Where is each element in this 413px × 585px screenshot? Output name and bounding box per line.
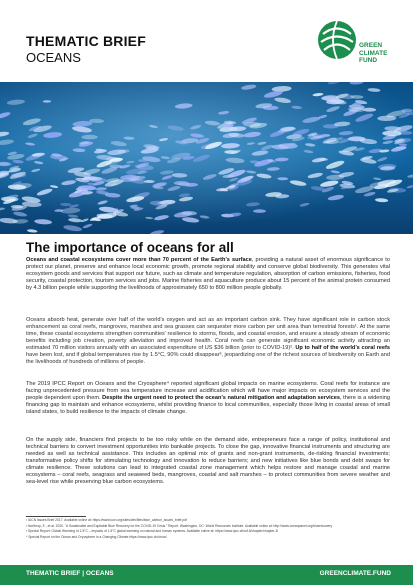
emphasis-text: Despite the urgent need to protect the ocean’s natural mitigation and adaptation services: [102, 395, 340, 401]
logo-line: FUND: [359, 57, 378, 64]
logo-line: CLIMATE: [359, 49, 388, 57]
body-text: , there is a widening financing gap to maintain and enhance ecosystems, whilst providing finance to local communities, especially those living in coastal areas of small island states, to build resilience to the impacts of climate change.: [26, 395, 390, 415]
body-text: On the supply side, financiers find projects to be too risky while on the demand side, entrepreneurs face a range of policy, institutional and technical barriers to convert investment opportunities into bankable projects. To close the gap, innovative financial instruments and structuring are needed as well as technical assistance. This includes an optimal mix of grants and non-grant instruments, de-risking financial investments; transformative policy shifts for stimulating technology and innovation to reduce barriers; and new initiatives like blue bonds and debt swaps for climate resilience. These solutions can lead to integrated coastal zone management which helps restore and manage coastal and marine ecosystems – coral reefs, seagrass and seaweed beds, mangroves, coastal and salt marshes – to protect communities from severe weather and sea-level rise while preserving blue carbon ecosystems.: [26, 437, 390, 485]
footnote-divider: [26, 516, 86, 517]
footer-website-link[interactable]: GREENCLIMATE.FUND: [319, 570, 391, 577]
logo-line: GREEN: [359, 42, 383, 49]
fish-shape: [109, 165, 122, 169]
fish-shape: [81, 135, 97, 140]
footnote-item: ⁴ Special Report on the Ocean and Cryosphere in a Changing Climate https://www.ipcc.ch/srocc/: [26, 534, 168, 539]
page-header: [0, 0, 413, 80]
body-text: , providing a natural asset of enormous significance to protect our planet, preserve and enhance local economic growth, promote regional stability and conserve global biodiversity. This generates vital ecosystem goods and services that support our future, such as climate and temperature regulation, absorption of carbon emissions, fisheries, food security, coastal protection, tourism services and jobs. Marine fisheries and aquaculture produce about 15 percent of the animal protein consumed by 4.3 billion people while supporting the livelihoods of approximately 650 to 800 million people globally.: [26, 257, 390, 291]
fish-shape: [253, 209, 266, 213]
section-heading: The importance of oceans for all: [26, 240, 234, 255]
gcf-wordmark: [359, 42, 387, 65]
fish-shape: [88, 177, 102, 181]
body-text: have been lost, and if global temperatures rise by 1.5°C, 90% could disappear³, jeopardizing one of the richest sources of biodiversity on Earth and the livelihoods of hundreds of millions of people.: [26, 352, 390, 365]
hero-fish-school-image: [0, 82, 413, 234]
body-text: The 2019 IPCC Report on Oceans and the Cryosphere⁴ reported significant global impacts on marine ecosystems. Coral reefs for instance are facing unprecedented pressure from sea temperature increase and acidification which will have major impacts on ecosystem services and the people dependent upon them.: [26, 381, 390, 401]
footer-brief-label: THEMATIC BRIEF | OCEANS: [26, 570, 114, 577]
emphasis-text: Up to half of the world’s coral reefs: [295, 345, 390, 351]
paragraph-2: [26, 317, 390, 366]
gcf-globe-icon: [317, 17, 363, 63]
document-title: OCEANS: [26, 50, 81, 65]
paragraph-3: [26, 381, 390, 416]
green-climate-fund-logo: [317, 17, 397, 73]
footnotes: [26, 518, 390, 540]
body-text: Oceans absorb heat, generate over half of the world’s oxygen and act as an important carbon sink. They have significant role in carbon stock enhancement as coral reefs, mangroves, marshes and sea grasses can sequester more carbon per unit area than terrestrial forests¹. At the same time, these coastal ecosystems strengthen communities’ resilience to storms, floods, and coastal erosion, and ensure a steady stream of economic benefits including job creation, poverty alleviation and improved health. Coral reefs can generate significant economic activity attracting an estimated 70 million visitors annually with an associated expenditure of US $36 billion (prior to COVID-19)².: [26, 317, 390, 351]
footnote-item: ² Northrop, E., et al. 2020. "A Sustainable and Equitable Blue Recovery for the COVID-19 Crisis." Report. Washington, DC: World Resources Institute. Available online at: http://www.oceanpanel.org/bluerecovery: [26, 523, 333, 528]
emphasis-text: Oceans and coastal ecosystems cover more than 70 percent of the Earth’s surface: [26, 257, 252, 263]
fish-school-illustration: [0, 82, 413, 234]
paragraph-1: [26, 257, 390, 292]
page-footer: [0, 565, 413, 585]
paragraph-4: [26, 437, 390, 486]
document-kicker: THEMATIC BRIEF: [26, 33, 146, 49]
footnote-item: ³ Special Report: Global Warming of 1.5°C – Impacts of 1.5°C global warming on natural and human systems. Available online at: https://www.ipcc.ch/sr15/chapter/chapter-3/: [26, 529, 279, 534]
footnote-item: ¹ IUCN Issues Brief 2017. Available online at: https://www.iucn.org/sites/dev/files/blue_carbon_issues_brief.pdf: [26, 518, 187, 522]
